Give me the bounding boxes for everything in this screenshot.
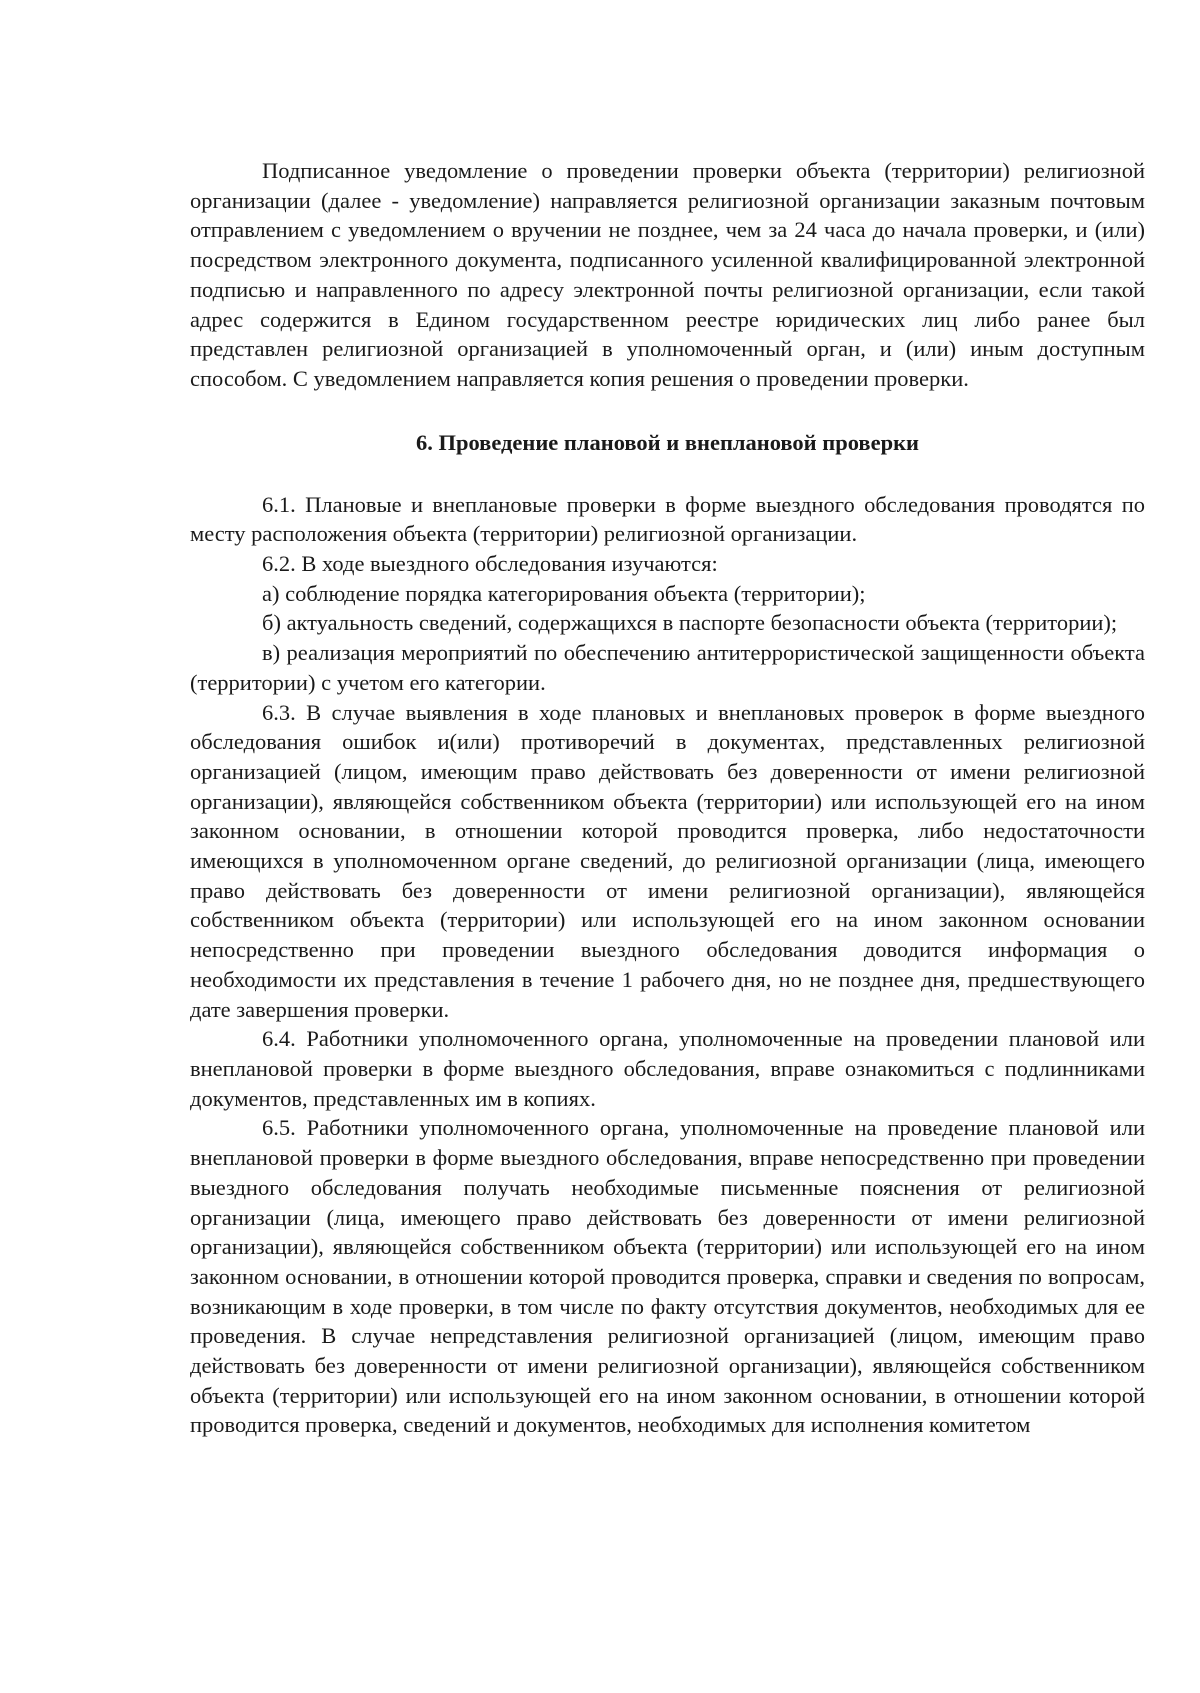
paragraph-6-1: 6.1. Плановые и внеплановые проверки в форме выездного обследования проводятся по месту расположения объекта (территории) религиозной организации. xyxy=(190,491,1145,547)
section-heading: 6. Проведение плановой и внеплановой проверки xyxy=(415,429,920,455)
document-body xyxy=(190,156,1145,1440)
paragraph-6-5: 6.5. Работники уполномоченного органа, уполномоченные на проведение плановой или внеплановой проверки в форме выездного обследования, вправе непосредственно при проведении выездного обследования получать необходимые письменные пояснения от религиозной организации (лица, имеющего право действовать без доверенности от имени религиозной организации), являющейся собственником объекта (территории) или использующей его на ином законном основании, в отношении которой проводится проверка, справки и сведения по вопросам, возникающим в ходе проверки, в том числе по факту отсутствия документов, необходимых для ее проведения. В случае непредставления религиозной организацией (лицом, имеющим право действовать без доверенности от имени религиозной организации), являющейся собственником объекта (территории) или использующей его на ином законном основании, в отношении которой проводится проверка, сведений и документов, необходимых для исполнения комитетом xyxy=(190,1115,1145,1438)
paragraph-6-2: 6.2. В ходе выездного обследования изучаются: xyxy=(262,551,718,577)
list-item-a: а) соблюдение порядка категорирования объекта (территории); xyxy=(262,580,866,606)
paragraph-6-3: 6.3. В случае выявления в ходе плановых и внеплановых проверок в форме выездного обследования ошибок и(или) противоречий в документах, представленных религиозной организацией (лицом, имеющим право действовать без доверенности от имени религиозной организации), являющейся собственником объекта (территории) или использующей его на ином законном основании, в отношении которой проводится проверка, либо недостаточности имеющихся в уполномоченном органе сведений, до религиозной организации (лица, имеющего право действовать без доверенности от имени религиозной организации), являющейся собственником объекта (территории) или использующей его на ином законном основании непосредственно при проведении выездного обследования доводится информация о необходимости их представления в течение 1 рабочего дня, но не позднее дня, предшествующего дате завершения проверки. xyxy=(190,699,1145,1022)
heading-spacer xyxy=(190,458,1145,490)
list-item-b: б) актуальность сведений, содержащихся в паспорте безопасности объекта (территории); xyxy=(262,610,1118,636)
intro-paragraph: Подписанное уведомление о проведении проверки объекта (территории) религиозной организации (далее - уведомление) направляется религиозной организации заказным почтовым отправлением с уведомлением о вручении не позднее, чем за 24 часа до начала проверки, и (или) посредством электронного документа, подписанного усиленной квалифицированной электронной подписью и направленного по адресу электронной почты религиозной организации, если такой адрес содержится в Едином государственном реестре юридических лиц либо ранее был представлен религиозной организацией в уполномоченный орган, и (или) иным доступным способом. С уведомлением направляется копия решения о проведении проверки. xyxy=(190,158,1145,391)
list-item-v: в) реализация мероприятий по обеспечению антитеррористической защищенности объекта (территории) с учетом его категории. xyxy=(190,640,1145,695)
paragraph-6-4: 6.4. Работники уполномоченного органа, уполномоченные на проведении плановой или внеплановой проверки в форме выездного обследования, вправе ознакомиться с подлинниками документов, представленных им в копиях. xyxy=(190,1026,1145,1111)
